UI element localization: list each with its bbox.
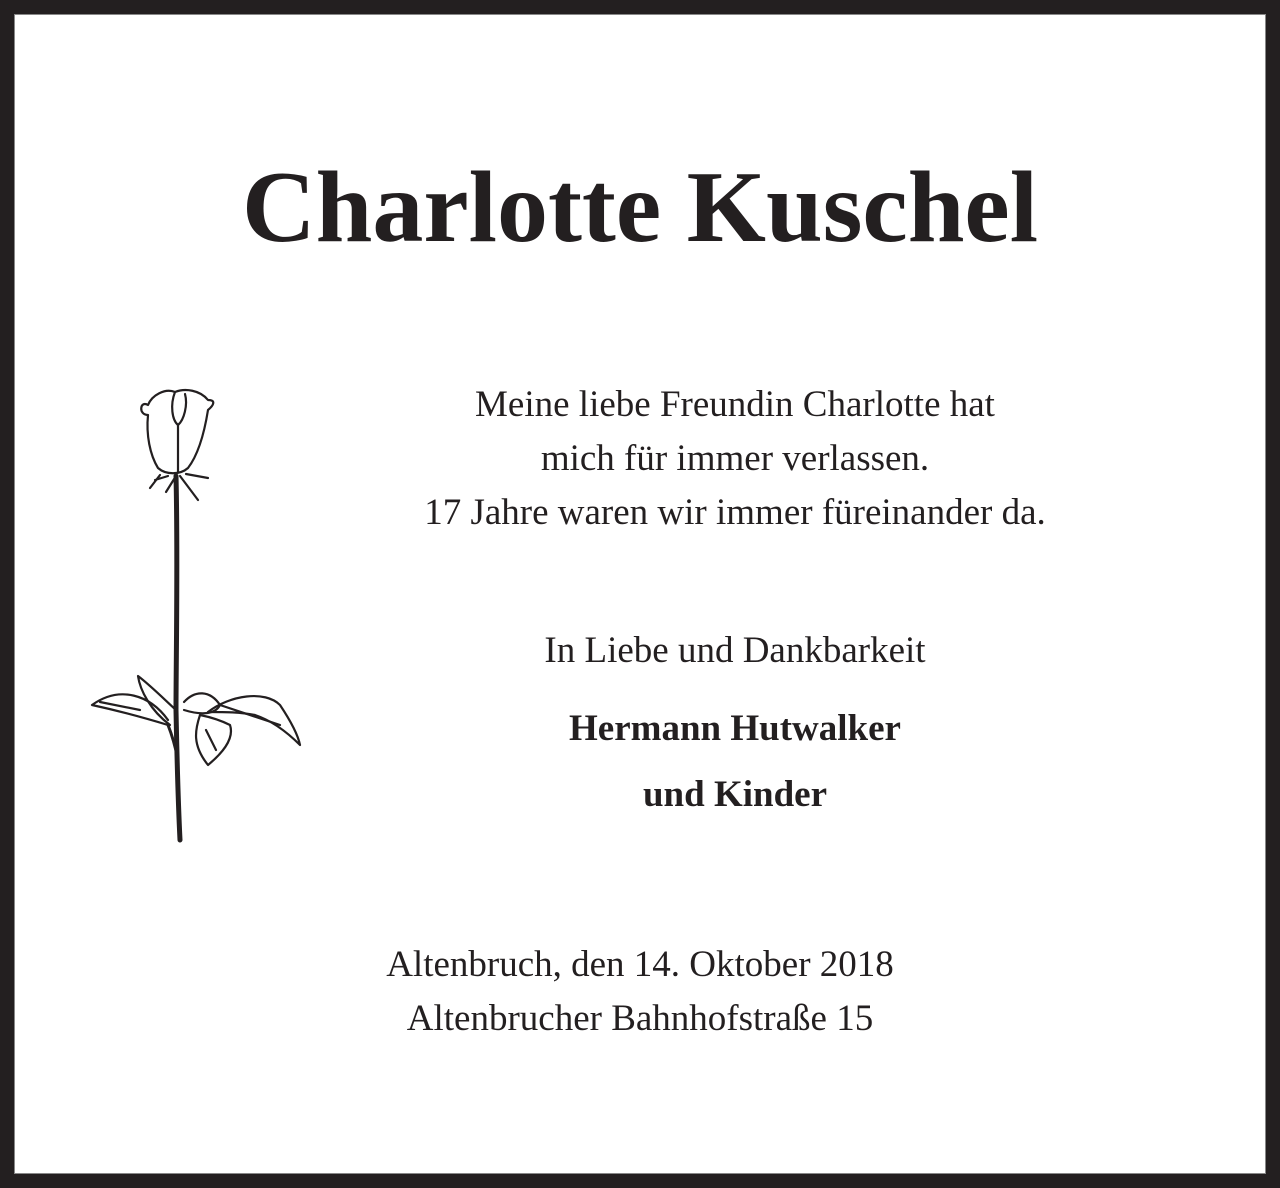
place-date: Altenbruch, den 14. Oktober 2018 (386, 944, 894, 985)
place-date-address (0, 938, 1280, 1046)
message-line: mich für immer verlassen. (540, 438, 930, 479)
signatories (300, 696, 1170, 828)
message (300, 378, 1170, 540)
signatory-name: Hermann Hutwalker (569, 708, 901, 749)
deceased-name: Charlotte Kuschel (241, 151, 1039, 264)
message-line: 17 Jahre waren wir immer füreinander da. (424, 492, 1046, 533)
address: Altenbrucher Bahnhofstraße 15 (406, 998, 874, 1039)
message-line: Meine liebe Freundin Charlotte hat (475, 384, 995, 425)
closing-text: In Liebe und Dankbarkeit (544, 630, 926, 671)
rose-icon (80, 380, 320, 850)
signatory-name: und Kinder (642, 774, 828, 815)
